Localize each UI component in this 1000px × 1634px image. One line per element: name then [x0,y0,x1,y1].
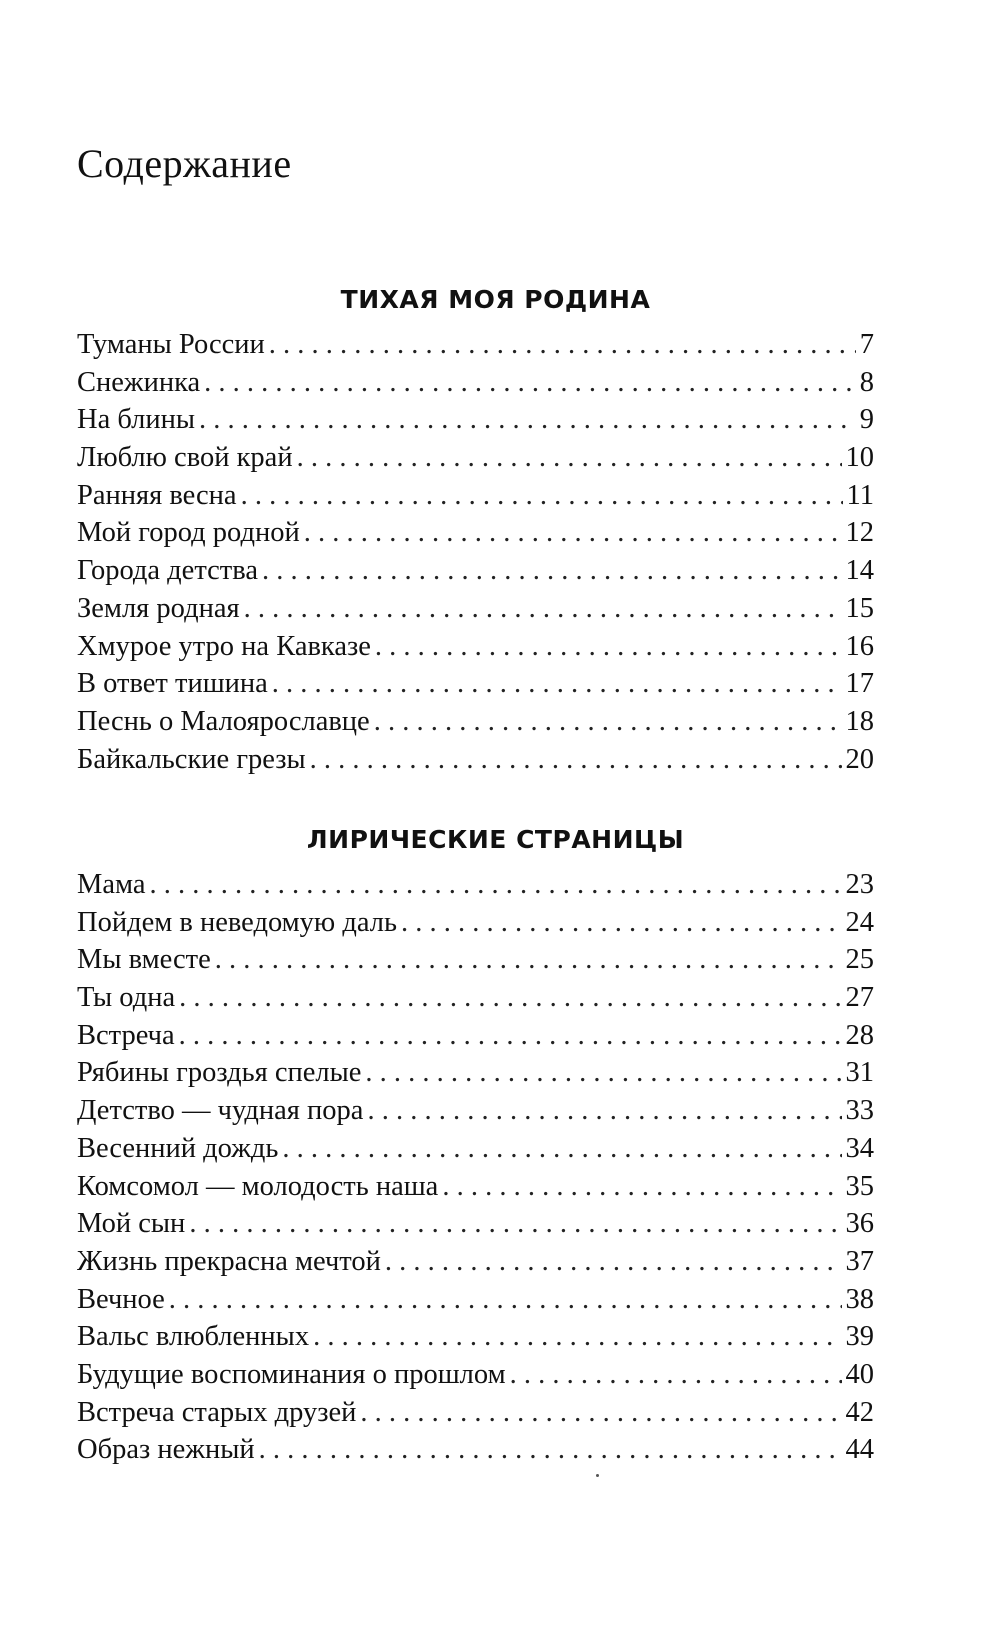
toc-item-page: 18 [845,705,874,737]
toc-item[interactable] [77,1168,874,1206]
toc-item-title: На блины [77,404,196,436]
toc-item-page: 7 [859,329,874,360]
toc-item-title: Детство — чудная пора [77,1095,364,1127]
toc-item[interactable] [77,590,874,628]
toc-item-title: Песнь о Малоярославце [77,705,370,737]
toc-item[interactable] [77,1318,874,1356]
toc-leader-dots [269,326,856,364]
toc-item-page: 25 [845,944,874,976]
toc-item-title: Вальс влюбленных [77,1321,310,1353]
toc-item-title: Весенний дождь [77,1132,279,1164]
toc-item-title: Земля родная [77,592,240,624]
toc-item[interactable] [77,1394,874,1432]
toc-leader-dots [272,665,842,703]
toc-leader-dots [259,1431,842,1469]
toc-item-title: Байкальские грезы [77,743,306,775]
toc-item[interactable] [77,401,874,439]
toc-leader-dots [385,1243,842,1281]
toc-item-page: 9 [859,404,874,436]
toc-leader-dots [374,703,842,741]
toc-leader-dots [367,1092,841,1130]
toc-item-title: Рябины гроздья спелые [77,1057,362,1089]
toc-item[interactable] [77,326,874,364]
toc-item-page: 17 [845,668,874,700]
toc-item-title: Комсомол — молодость наша [77,1170,439,1202]
toc-item-page: 11 [846,479,874,511]
toc-item-title: Хмурое утро на Кавказе [77,630,371,662]
toc-item[interactable] [77,1092,874,1130]
toc-item-page: 42 [845,1396,874,1428]
toc-item[interactable] [77,941,874,979]
toc-item-page: 40 [845,1358,874,1390]
section-heading: ЛИРИЧЕСКИЕ СТРАНИЦЫ [306,825,685,854]
toc-item-page: 37 [845,1245,874,1277]
toc-item-title: Пойдем в неведомую даль [77,906,397,938]
toc-item-title: В ответ тишина [77,668,268,700]
toc-item-title: Встреча [77,1019,175,1051]
toc-item-title: Города детства [77,555,258,587]
toc-item-page: 15 [845,592,874,624]
toc-item-title: Мама [77,869,146,900]
toc-item-page: 35 [845,1170,874,1202]
toc-item-title: Жизнь прекрасна мечтой [77,1245,381,1277]
toc-leader-dots [310,741,842,779]
toc-leader-dots [179,979,841,1017]
toc-leader-dots [262,552,842,590]
toc-leader-dots [241,477,843,515]
toc-item[interactable] [77,364,874,402]
toc-item[interactable] [77,628,874,666]
toc-item-page: 39 [845,1321,874,1353]
toc-item[interactable] [77,904,874,942]
page-title: Содержание [77,141,292,186]
toc-item-title: Встреча старых друзей [77,1396,357,1428]
toc-item-page: 23 [845,869,874,900]
toc-item[interactable] [77,552,874,590]
toc-leader-dots [304,514,842,552]
toc-item[interactable] [77,979,874,1017]
toc-item[interactable] [77,665,874,703]
toc-leader-dots [510,1356,842,1394]
toc-leader-dots [199,401,856,439]
toc-item[interactable] [77,1130,874,1168]
toc-item-page: 27 [845,982,874,1014]
toc-item-title: Образ нежный [77,1434,255,1466]
toc-leader-dots [313,1318,841,1356]
toc-section-1 [77,282,874,778]
toc-item[interactable] [77,1356,874,1394]
toc-list [77,866,874,1469]
toc-item-page: 38 [845,1283,874,1315]
toc-leader-dots [179,1017,842,1055]
toc-leader-dots [297,439,842,477]
toc-item-page: 44 [845,1434,874,1466]
toc-item-title: Снежинка [77,366,201,398]
toc-item-title: Туманы России [77,329,265,360]
toc-item-title: Будущие воспоминания о прошлом [77,1358,506,1390]
toc-item[interactable] [77,1205,874,1243]
print-speck [596,1474,599,1477]
toc-item-title: Люблю свой край [77,442,293,474]
toc-leader-dots [244,590,842,628]
toc-item-page: 34 [845,1132,874,1164]
toc-item-title: Ранняя весна [77,479,237,511]
toc-item[interactable] [77,1431,874,1469]
toc-item-page: 36 [845,1208,874,1240]
toc-leader-dots [360,1394,841,1432]
toc-leader-dots [365,1054,841,1092]
toc-item-title: Мой город родной [77,517,300,549]
toc-leader-dots [189,1205,841,1243]
toc-item[interactable] [77,1243,874,1281]
toc-item[interactable] [77,477,874,515]
toc-item[interactable] [77,866,874,904]
toc-item-page: 14 [845,555,874,587]
toc-item-page: 12 [845,517,874,549]
toc-leader-dots [204,364,856,402]
toc-list [77,326,874,778]
toc-item[interactable] [77,1054,874,1092]
toc-leader-dots [169,1281,842,1319]
toc-item-page: 31 [845,1057,874,1089]
toc-item-page: 24 [845,906,874,938]
toc-item-title: Мы вместе [77,944,211,976]
toc-item-page: 8 [859,366,874,398]
toc-item[interactable] [77,1017,874,1055]
toc-leader-dots [282,1130,841,1168]
toc-item[interactable] [77,514,874,552]
section-heading: ТИХАЯ МОЯ РОДИНА [340,285,651,314]
toc-item[interactable] [77,741,874,779]
toc-item-page: 20 [845,743,874,775]
toc-item[interactable] [77,703,874,741]
toc-leader-dots [442,1168,841,1206]
toc-item-page: 10 [845,442,874,474]
toc-leader-dots [375,628,842,666]
toc-item-page: 28 [845,1019,874,1051]
toc-item-title: Мой сын [77,1208,186,1240]
toc-section-2 [77,822,874,1469]
toc-item-page: 33 [845,1095,874,1127]
toc-item-title: Ты одна [77,982,176,1014]
toc-leader-dots [149,866,841,904]
toc-item-title: Вечное [77,1283,165,1315]
toc-item[interactable] [77,439,874,477]
toc-leader-dots [215,941,842,979]
toc-item[interactable] [77,1281,874,1319]
toc-item-page: 16 [845,630,874,662]
toc-leader-dots [401,904,842,942]
